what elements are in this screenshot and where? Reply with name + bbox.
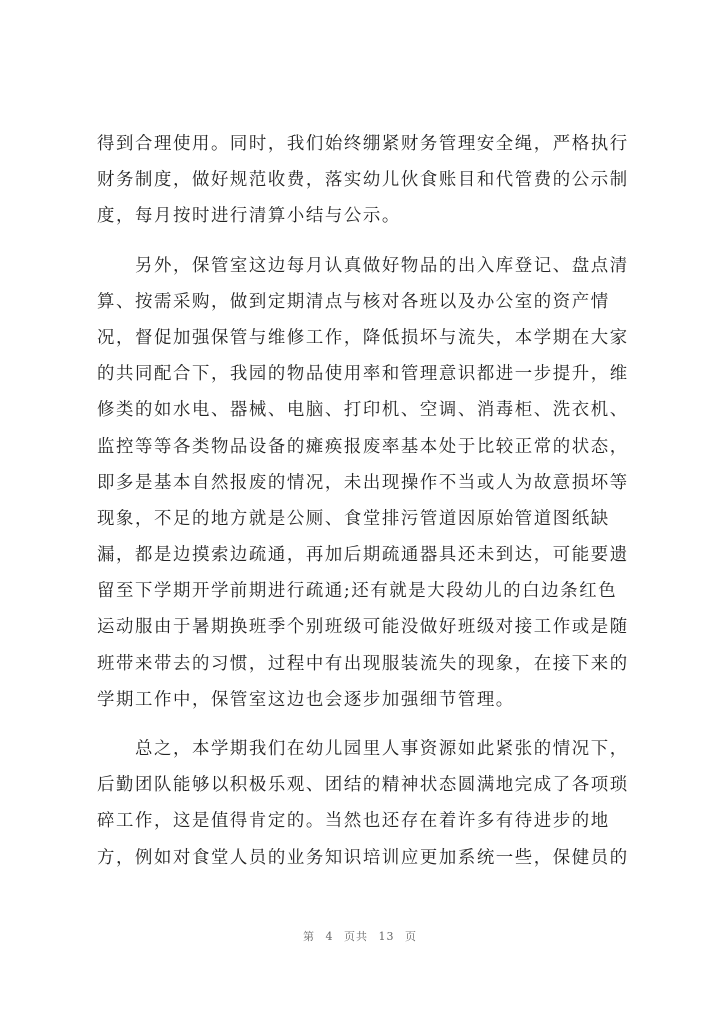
text-line: 班带来带去的习惯，过程中有出现服装流失的现象，在接下来的 — [97, 653, 629, 674]
paragraph-gap — [97, 235, 637, 248]
text-line: 碎工作，这是值得肯定的。当然也还存在着许多有待进步的地 — [97, 811, 610, 832]
text-line: 算、按需采购，做到定期清点与核对各班以及办公室的资产情 — [97, 291, 610, 312]
text-line: 得到合理使用。同时，我们始终绷紧财务管理安全绳，严格执行 — [97, 134, 629, 154]
total-pages-number: 13 — [378, 930, 395, 943]
text-line: 度，每月按时进行清算小结与公示。 — [97, 206, 401, 227]
text-line: 运动服由于暑期换班季个别班级可能没做好班级对接工作或是随 — [97, 617, 629, 638]
page-label-mid: 页共 — [344, 930, 368, 943]
page-label-prefix: 第 — [303, 930, 315, 943]
text-line: 总之，本学期我们在幼儿园里人事资源如此紧张的情况下， — [97, 739, 629, 759]
text-line: 学期工作中，保管室这边也会逐步加强细节管理。 — [97, 689, 515, 710]
text-line: 财务制度，做好规范收费，落实幼儿伙食账目和代管费的公示制 — [97, 170, 629, 191]
text-line: 漏，都是边摸索边疏通，再加后期疏通器具还未到达，可能要遗 — [97, 545, 629, 566]
text-line: 留至下学期开学前期进行疏通;还有就是大段幼儿的白边条红色 — [97, 581, 618, 602]
page-label-suffix: 页 — [405, 930, 417, 943]
text-line: 另外，保管室这边每月认真做好物品的出入库登记、盘点清 — [97, 255, 629, 276]
text-line: 后勤团队能够以积极乐观、团结的精神状态圆满地完成了各项琐 — [97, 775, 629, 796]
text-line: 修类的如水电、器械、电脑、打印机、空调、消毒柜、洗衣机、 — [97, 400, 629, 421]
text-line: 现象，不足的地方就是公厕、食堂排污管道因原始管道图纸缺 — [97, 508, 610, 529]
text-line: 况，督促加强保管与维修工作，降低损坏与流失，本学期在大家 — [97, 327, 629, 348]
text-line: 监控等等各类物品设备的瘫痪报废率基本处于比较正常的状态， — [97, 436, 629, 457]
paragraph-3 — [97, 731, 637, 876]
current-page-number: 4 — [325, 930, 334, 943]
text-line: 方，例如对食堂人员的业务知识培训应更加系统一些，保健员的 — [97, 847, 629, 868]
document-body — [97, 126, 637, 876]
text-line: 的共同配合下，我园的物品使用率和管理意识都进一步提升，维 — [97, 364, 629, 385]
page-footer — [0, 928, 720, 944]
paragraph-1 — [97, 126, 637, 235]
text-line: 即多是基本自然报废的情况，未出现操作不当或人为故意损坏等 — [97, 472, 629, 493]
paragraph-gap — [97, 718, 637, 731]
paragraph-2 — [97, 248, 637, 718]
